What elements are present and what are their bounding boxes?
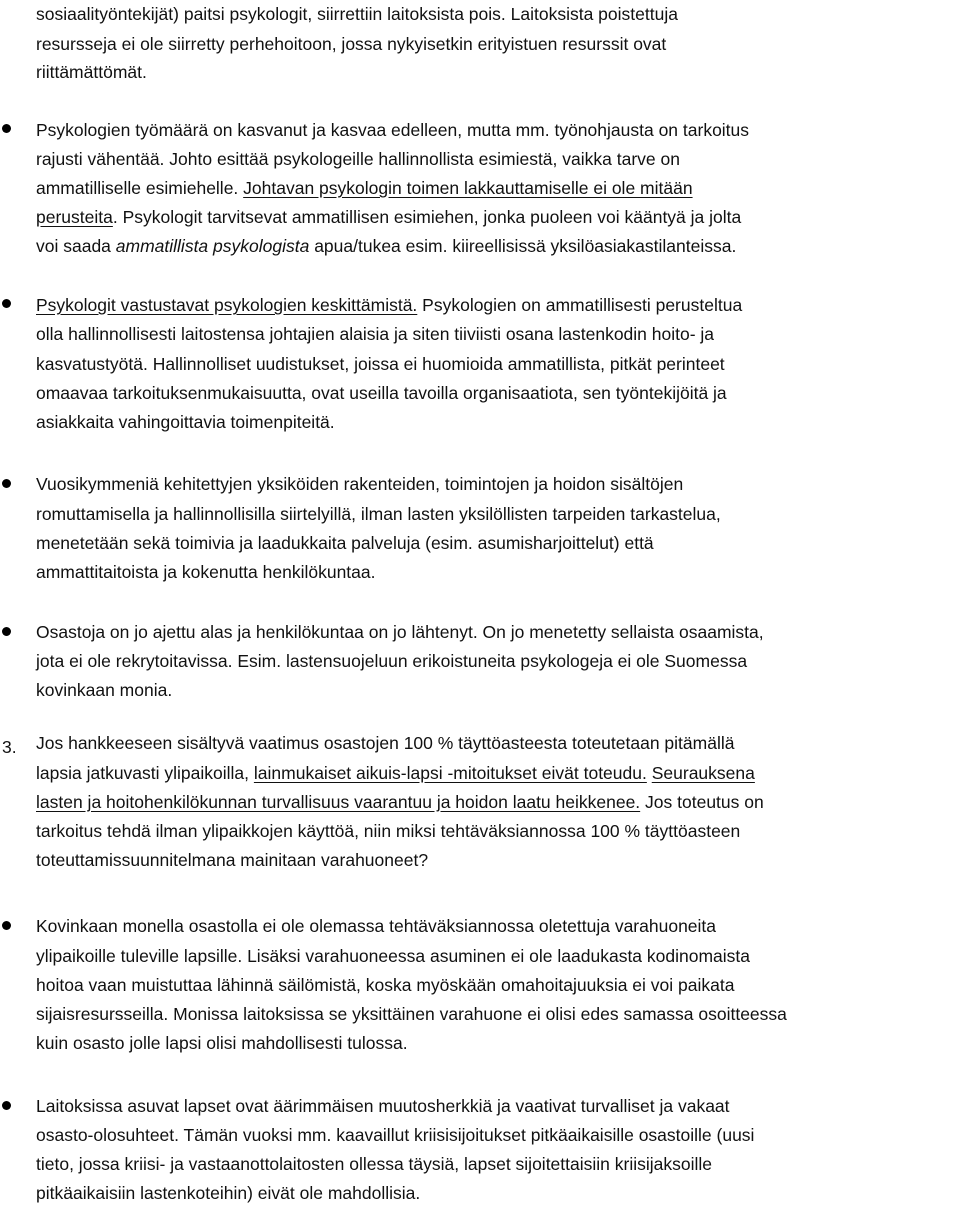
- text-segment: Jos toteutus on: [640, 792, 764, 812]
- text-segment: kuin osasto jolle lapsi olisi mahdollisesti tulossa.: [36, 1033, 408, 1053]
- bullet-icon: [2, 627, 11, 636]
- text-segment: sijaisresursseilla. Monissa laitoksissa se yksittäinen varahuone ei olisi edes samassa osoitteessa: [36, 1004, 787, 1024]
- text-line: [36, 562, 376, 582]
- text-line: [36, 680, 172, 700]
- text-line: [36, 207, 741, 227]
- text-segment: ammatilliselle esimiehelle.: [36, 178, 244, 198]
- text-segment: kovinkaan monia.: [36, 680, 173, 700]
- text-line: [36, 383, 727, 403]
- underlined-text: lainmukaiset aikuis-lapsi -mitoitukset eivät toteudu.: [253, 763, 647, 783]
- text-segment: asiakkaita vahingoittavia toimenpiteitä.: [36, 412, 335, 432]
- text-line: [36, 1096, 730, 1116]
- text-segment: osasto-olosuhteet. Tämän vuoksi mm. kaavaillut kriisisijoitukset pitkäaikaisille osastoille (uusi: [36, 1125, 755, 1145]
- text-line: [36, 916, 716, 936]
- text-line: [36, 1154, 712, 1174]
- text-segment: resursseja ei ole siirretty perhehoitoon, jossa nykyisetkin erityistuen resurssit ovat: [36, 34, 667, 54]
- underlined-text: Psykologit vastustavat psykologien keskittämistä.: [36, 295, 418, 315]
- text-segment: . Psykologit tarvitsevat ammatillisen esimiehen, jonka puoleen voi kääntyä ja jolta: [112, 207, 742, 227]
- text-segment: Osastoja on jo ajettu alas ja henkilökuntaa on jo lähtenyt. On jo menetetty sellaista osaamista,: [36, 622, 764, 642]
- bullet-icon: [2, 479, 11, 488]
- text-segment: pitkäaikaisiin lastenkoteihin) eivät ole mahdollisia.: [36, 1183, 421, 1203]
- text-line: [36, 236, 736, 256]
- underlined-text: perusteita: [36, 207, 113, 227]
- text-line: [36, 324, 714, 344]
- text-segment: rajusti vähentää. Johto esittää psykologeille hallinnollista esimiestä, vaikka tarve on: [36, 149, 680, 169]
- text-line: [36, 651, 747, 671]
- text-line: [36, 733, 734, 753]
- text-line: [36, 792, 764, 812]
- text-line: [36, 120, 749, 140]
- text-segment: apua/tukea esim. kiireellisissä yksilöasiakastilanteissa.: [309, 236, 737, 256]
- text-line: [36, 1183, 420, 1203]
- bullet-icon: [2, 124, 11, 133]
- text-segment: Jos hankkeeseen sisältyvä vaatimus osastojen 100 % täyttöasteesta toteutetaan pitämällä: [36, 733, 735, 753]
- text-segment: jota ei ole rekrytoitavissa. Esim. lastensuojeluun erikoistuneita psykologeja ei ole Suomessa: [36, 651, 748, 671]
- bullet-icon: [2, 921, 11, 930]
- text-line: [36, 763, 755, 783]
- text-segment: kasvatustyötä. Hallinnolliset uudistukset, joissa ei huomioida ammatillista, pitkät perinteet: [36, 354, 725, 374]
- text-segment: omaavaa tarkoituksenmukaisuutta, ovat useilla tavoilla organisaatiota, sen työntekijöitä ja: [36, 383, 727, 403]
- text-segment: sosiaalityöntekijät) paitsi psykologit, siirrettiin laitoksista pois. Laitoksista poistettuja: [36, 4, 678, 24]
- text-line: [36, 1125, 754, 1145]
- text-line: [36, 821, 740, 841]
- text-line: [36, 1004, 787, 1024]
- text-segment: romuttamisella ja hallinnollisilla siirtelyillä, ilman lasten yksilöllisten tarpeiden tarkastelua,: [36, 504, 721, 524]
- text-segment: Kovinkaan monella osastolla ei ole olemassa tehtäväksiannossa oletettuja varahuoneita: [36, 916, 717, 936]
- text-line: [36, 1033, 408, 1053]
- text-segment: olla hallinnollisesti laitostensa johtajien alaisia ja siten tiiviisti osana lastenkodin hoito- ja: [36, 324, 715, 344]
- text-segment: Psykologien on ammatillisesti perusteltua: [417, 295, 743, 315]
- italic-text: ammatillista psykologista: [115, 236, 310, 256]
- text-segment: riittämättömät.: [36, 62, 147, 82]
- text-segment: Vuosikymmeniä kehitettyjen yksiköiden rakenteiden, toimintojen ja hoidon sisältöjen: [36, 474, 684, 494]
- text-line: [36, 533, 654, 553]
- text-segment: Psykologien työmäärä on kasvanut ja kasvaa edelleen, mutta mm. työnohjausta on tarkoitus: [36, 120, 750, 140]
- text-segment: toteuttamissuunnitelmana mainitaan varahuoneet?: [36, 850, 429, 870]
- underlined-text: Seurauksena: [651, 763, 755, 783]
- text-line: [36, 946, 750, 966]
- text-line: [36, 34, 666, 54]
- text-line: [36, 474, 683, 494]
- text-line: [36, 622, 764, 642]
- bullet-icon: [2, 299, 11, 308]
- underlined-text: Johtavan psykologin toimen lakkauttamiselle ei ole mitään: [243, 178, 693, 198]
- text-line: [36, 412, 335, 432]
- text-segment: tieto, jossa kriisi- ja vastaanottolaitosten ollessa täysiä, lapset sijoitettaisiin kriisijaksoille: [36, 1154, 712, 1174]
- text-segment: ammattitaitoista ja kokenutta henkilökuntaa.: [36, 562, 376, 582]
- text-line: [36, 295, 742, 315]
- text-line: [36, 504, 721, 524]
- text-line: [36, 850, 428, 870]
- text-segment: menetetään sekä toimivia ja laadukkaita palveluja (esim. asumisharjoittelut) että: [36, 533, 654, 553]
- underlined-text: lasten ja hoitohenkilökunnan turvallisuus vaarantuu ja hoidon laatu heikkenee.: [36, 792, 641, 812]
- text-line: [36, 975, 734, 995]
- text-line: [36, 62, 147, 82]
- text-line: [36, 178, 693, 198]
- text-segment: voi saada: [36, 236, 116, 256]
- text-line: [36, 4, 678, 24]
- text-line: [36, 149, 680, 169]
- text-segment: ylipaikoille tuleville lapsille. Lisäksi varahuoneessa asuminen ei ole laadukasta kodinomaista: [36, 946, 751, 966]
- text-segment: lapsia jatkuvasti ylipaikoilla,: [36, 763, 254, 783]
- bullet-icon: [2, 1101, 11, 1110]
- text-segment: tarkoitus tehdä ilman ylipaikkojen käyttöä, niin miksi tehtäväksiannossa 100 % täyttöasteen: [36, 821, 741, 841]
- text-segment: hoitoa vaan muistuttaa lähinnä säilömistä, koska myöskään omahoitajuuksia ei voi paikata: [36, 975, 735, 995]
- list-number: 3.: [2, 737, 17, 757]
- text-segment: Laitoksissa asuvat lapset ovat äärimmäisen muutosherkkiä ja vaativat turvalliset ja vakaat: [36, 1096, 730, 1116]
- text-line: [36, 354, 725, 374]
